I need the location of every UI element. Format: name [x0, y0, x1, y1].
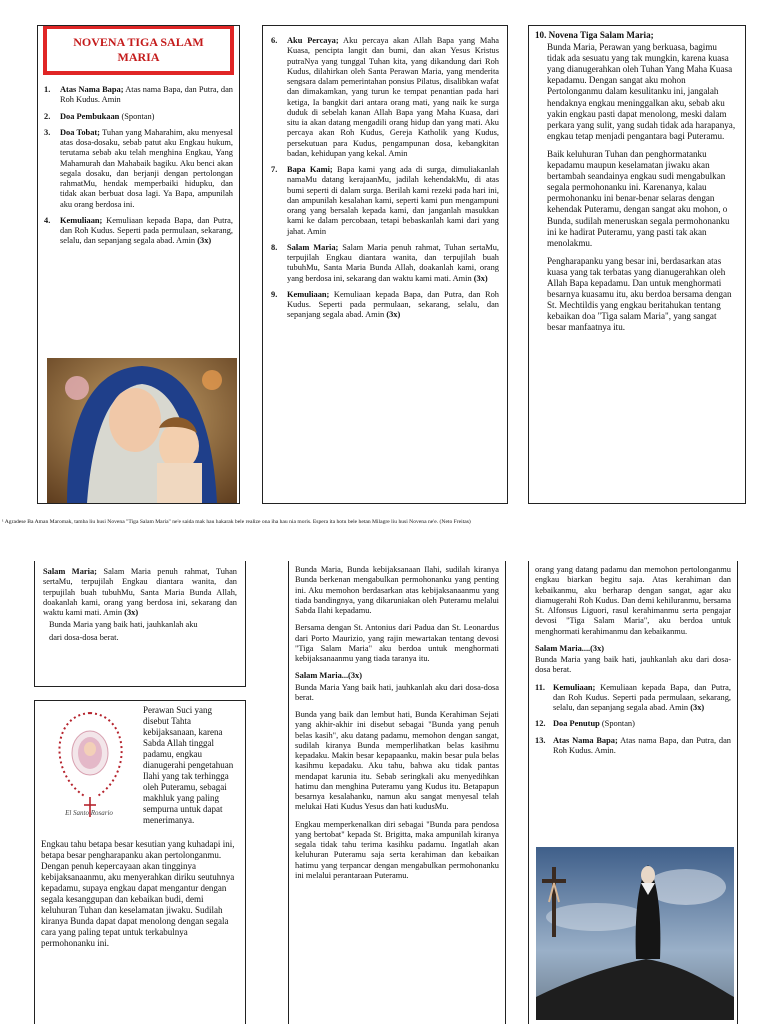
panel-bottom-left	[34, 700, 246, 1024]
item-12: 12. Doa Penutup (Spontan)	[535, 719, 635, 729]
item-2: 2. Doa Pembukaan (Spontan)	[44, 111, 155, 121]
salam-heading: Salam Maria....(3x)	[535, 643, 605, 653]
salam-maria-text: Salam Maria; Salam Maria penuh rahmat, Tuhan sertaMu, terpujilah Engkau diantara wanita, dan terpujilah buah tubuhMu, Santa Maria Bunda Allah, doakanlah kami, orang yang berdosa ini, sekarang dan waktu kami mati. Amin (3x)	[43, 567, 237, 617]
salam-heading: Salam Maria...(3x)	[295, 671, 362, 681]
paragraph: Bunda Maria, Perawan yang berkuasa, bagimu tidak ada sesuatu yang tak mungkin, karena kuasa yang dianugerahkan oleh Tuhan Yang Maha Kuasa kepadamu. Dengan sangat aku mohon Pertolonganmu dalam kesulitanku ini, jangalah hendaknya engkau meninggalkan aku, sebab aku yakin engkau pasti dapat menolong, meski dalam perkara yang sulit, yang sudah tidak ada harapanya, engkau tetap menjadi pengantara bagi Puteramu.	[547, 42, 736, 141]
paragraph: Perawan Suci yang disebut Tahta kebijaksanaan, karena Sabda Allah tinggal padamu, engkau dianugerahi pengetahuan Ilahi yang tak terhingga oleh Puteramu, sebagai makhluk yang paling sempurna untuk dapat menerimanya.	[143, 705, 234, 825]
salam-line: Bunda Maria yang baik hati, jauhkanlah aku dari dosa-dosa berat.	[535, 655, 731, 675]
footnote: ¹ Agradese Ba Aman Maromak, tamba liu husi Novena "Tiga Salam Maria" ne'e saida mak hau hakarak bele realize ona iha hau nia moris. Espera ita hotu bele hetan Milagre liu husi Novena ne'e. (Neto Freitas)	[2, 519, 471, 525]
salam-line: Bunda Maria Yang baik hati, jauhkanlah aku dari dosa-dosa berat.	[295, 682, 499, 702]
item-1: 1. Atas Nama Bapa; Atas nama Bapa, dan Putra, dan Roh Kudus. Amin	[44, 85, 233, 105]
panel-top-middle	[262, 25, 508, 504]
rosary-label: El Santo Rosario	[65, 809, 113, 817]
paragraph: Bersama dengan St. Antonius dari Padua dan St. Leonardus dari Porto Maurizio, yang rajin mewartakan tentang devosi "Tiga Salam Maria" aku berdoa untuk menghormati kebijaksanaanmu yang tiada taranya itu.	[295, 623, 499, 663]
salam-line: Bunda Maria yang baik hati, jauhkanlah aku	[49, 620, 198, 630]
item-4: 4. Kemuliaan; Kemuliaan kepada Bapa, dan Putra, dan Roh Kudus. Seperti pada permulaan, sekarang, selalu, dan sepanjang segala abad. Amin (3x)	[44, 215, 233, 246]
item-3: 3. Doa Tobat; Tuhan yang Maharahim, aku menyesal atas dosa-dosaku, sebab patut aku Engkau hukum, terutama sebab aku telah menghina Engkau, Yang Mahamurah dan Mahabaik bagiku. Aku benci akan segala dosaku, dan berjanji dengan pertolongan rahmatMu, hendak memperbaiki hidupku, dan tidak akan berbuat dosa lagi. Ya Bapa, ampunilah aku orang berdosa ini.	[44, 127, 233, 209]
paragraph: Baik keluhuran Tuhan dan penghormatanku kepadamu maupun keselamatan jiwaku akan bertambah seandainya engkau sudi mengabulkan segala permohonanku ini. Karenanya, kalau permohonanku ini benar-benar selaras dengan kehendak Puteramu, dengan sangat aku mohon, o Bunda, sudilah meneruskan segala permohonanku ini ke hadirat Puteramu, yang pasti tak akan menolakmu.	[547, 148, 730, 248]
paragraph: Engkau memperkenalkan diri sebagai "Bunda para pendosa yang bertobat" kepada St. Brigitta, maka ampunilah kiranya segala tidak tahu terima kasihku padamu. Ingatlah akan keluhuran Puteramu saja serta kerahiman dan kebaikan hatimu yang terpancar dengan mengabulkan permohonanku ini melalui perantaraan Puteramu.	[295, 819, 499, 880]
novena-title: NOVENA TIGA SALAM MARIA	[43, 25, 234, 75]
panel-bottom-left-top	[34, 561, 246, 687]
item-11: 11. Kemuliaan; Kemuliaan kepada Bapa, dan Putra, dan Roh Kudus. Seperti pada permulaan, sekarang, selalu, dan sepanjang segala abad. Amin (3x)	[535, 682, 731, 712]
salam-line: dari dosa-dosa berat.	[49, 632, 119, 642]
paragraph: Bunda yang baik dan lembut hati, Bunda Kerahiman Sejati yang akhir-akhir ini disebut sebagai "Bunda yang penuh belas kasih", aku datang padamu, memohon dengan sangat, sudilah kiranya Bunda memperlihatkan belas kasihmu kepadaku. Makin besar kepapaanku, makin besar pula belas kasihmu kepadaku. Aku tahu, bahwa aku tidak pantas mendapat karunia itu. Sebab seringkali aku menyedihkan hatimu dan menghina Puteramu yang Kudus itu. Betapapun besarnya kesalahanku, namun aku sangat menyesal telah melukai Hati Kudus Yesus dan hati kudusMu.	[295, 710, 499, 812]
paragraph: Engkau tahu betapa besar kesutian yang kuhadapi ini, betapa besar pengharapanku akan pertolonganmu. Dengan penuh kepercayaan akan tingginya kebijaksanaanmu, aku menyerahkan diriku seutuhnya kepadamu, supaya engkau dapat mengantur dengan segala kesanggupan dan kebaikan budi, demi keluhuran Tuhan dan keselamatan jiwaku. Sudilah kiranya Bunda dapat dapat menolong dengan segala cara yang paling tepat untuk terkabulnya permohonanku ini.	[41, 839, 235, 948]
novena-heading: 10. Novena Tiga Salam Maria;	[535, 30, 654, 40]
item-7: 7. Bapa Kami; Bapa kami yang ada di surga, dimuliakanlah namaMu datang kerajaanMu, jadilah kehendakMu, di atas bumi seperti di dalam surga. Berilah kami rezeki pada hari ini, dan ampunilah kesalahan kami, seperti kami pun mengampuni orang yang bersalah kepada kami, dan janganlah masukkan kami ke dalam percobaan, tetapi bebaskanlah kami dari yang jahat. Amin	[271, 165, 499, 236]
panel-bottom-middle	[288, 561, 506, 1024]
rosary-image	[41, 705, 139, 835]
paragraph: Bunda Maria, Bunda kebijaksanaan Ilahi, sudilah kiranya Bunda berkenan mengabulkan permohonanku yang penting ini. Aku memohon berdasarkan atas kebijaksanaanmu yang tiada bandingnya, yang dikaruniakan oleh Puteramu melalui Sabda Ilahi kepadamu.	[295, 565, 499, 615]
item-13: 13. Atas Nama Bapa; Atas nama Bapa, dan Putra, dan Roh Kudus. Amin.	[535, 735, 731, 755]
item-9: 9. Kemuliaan; Kemuliaan kepada Bapa, dan Putra, dan Roh Kudus. Seperti pada permulaan, sekarang, selalu, dan sepanjang segala abad. Amin (3x)	[271, 289, 499, 320]
item-6: 6. Aku Percaya; Aku percaya akan Allah Bapa yang Maha Kuasa, pencipta langit dan bumi, dan akan Yesus Kristus putraNya yang tunggal Tuhan kita, yang dikandung dari Roh Kudus, dilahirkan oleh Santa Perawan Maria, yang menderita sengsara dalam pemerintahan ponsius Pilatus, disalibkan wafat dan dimakamkan, yang turun ke tempat penantian pada hari ketiga, Ia bangkit dari antara orang mati, yang naik ke surga duduk di sebelah kanan Allah Bapa yang Maha Kuasa, dari situ ia akan datang mengadili orang hidup dan yang mati. Aku percaya akan Roh Kudus, Gereja Katholik yang Kudus, persekutuan para Kudus, pengampunan dosa, kebangkitan badan, kehidupan yang kekal. Amin	[271, 36, 499, 158]
panel-top-right	[528, 25, 746, 504]
madonna-child-image	[47, 358, 237, 503]
paragraph: orang yang datang padamu dan memohon pertolonganmu engkau biarkan begitu saja. Atas kerahiman dan kebaikanmu, aku berharap dengan sangat, agar aku diamugerahi Roh Kudus. Dan demi kehiluranmu, bersama St. Alfonsus Liguori, rasul kerahimanmu serta pengajar devosi "Tiga Salam Maria", aku berdoa untuk menghormati kerahimanmu dan kebaikanmu.	[535, 565, 731, 636]
crucifix-statue-image	[536, 847, 734, 1020]
paragraph: Pengharapanku yang besar ini, berdasarkan atas kuasa yang tak terbatas yang dianugerahkan oleh Allah Bapa kepadamu. Dan untuk menghormati besarnya kuasamu itu, aku berdoa bersama dengan St. Mechtildis yang engkau beritahukan tentang kebaikan doa "Tiga salam Maria", yang sangat besar manfaatnya itu.	[547, 255, 732, 333]
item-8: 8. Salam Maria; Salam Maria penuh rahmat, Tuhan sertaMu, terpujilah Engkau diantara wanita, dan terpujilah buah tubuhMu, Santa Maria Bunda Allah, doakanlah kami, orang yang berdosa ini, sekarang dan waktu kami mati. Amin (3x)	[271, 242, 499, 283]
